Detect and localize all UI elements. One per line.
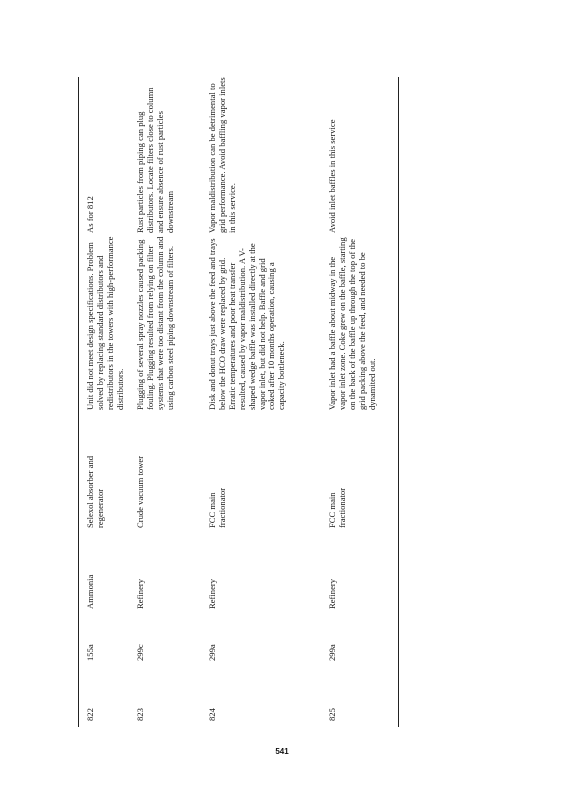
column-type: FCC main fractionator bbox=[207, 487, 227, 528]
table-top-rule bbox=[78, 77, 79, 727]
table-bottom-rule bbox=[398, 77, 399, 727]
lesson-learned: Avoid inlet baffles in this service bbox=[327, 119, 337, 233]
reference: 155a bbox=[85, 644, 95, 661]
case-number: 824 bbox=[207, 708, 217, 721]
page-number: 541 bbox=[275, 747, 289, 756]
case-number: 822 bbox=[85, 708, 95, 721]
reference: 299a bbox=[207, 644, 217, 661]
column-type: Crude vacuum tower bbox=[135, 455, 145, 528]
case-number: 825 bbox=[327, 708, 337, 721]
plant-type: Ammonia bbox=[85, 574, 95, 609]
reference: 299a bbox=[327, 644, 337, 661]
plant-type: Refinery bbox=[207, 578, 217, 609]
rotated-case-table bbox=[78, 77, 400, 727]
lesson-learned: Rust particles from piping can plug distributors. Locate filters close to column and ensure absence of rust particles downstream bbox=[135, 87, 175, 233]
column-type: Selexol absorber and regenerator bbox=[85, 455, 105, 528]
case-number: 823 bbox=[135, 708, 145, 721]
problem-description: Vapor inlet had a baffle about midway in the vapor inlet zone. Coke grew on the baffle, starting on the back of the baffle up through the top of the grid packing above the feed, and needed to be dynamited out. bbox=[327, 237, 377, 410]
column-type: FCC main fractionator bbox=[327, 487, 347, 528]
lesson-learned: Vapor maldistribution can be detrimental to grid performance. Avoid baffling vapor inlets in this service. bbox=[207, 77, 237, 233]
problem-description: Unit did not meet design specifications. Problem solved by replacing standard distributors and redistributors in the towers with high-performance distributors. bbox=[85, 236, 125, 410]
problem-description: Disk and donut trays just above the feed and trays below the HCO draw were replaced by grid. Erratic temperatures and poor heat transfer resulted, caused by vapor maldistribution. A V-shaped wedge baffle was installed directly at the vapor inlet, but did not help. Baffle and grid coked after 10 months operation, causing a capacity bottleneck. bbox=[207, 238, 287, 410]
problem-description: Plugging of several spray nozzles caused packing fouling. Plugging resulted from relying on filter systems that were too distant from the column and using carbon steel piping downstream of filters. bbox=[135, 236, 175, 410]
plant-type: Refinery bbox=[327, 578, 337, 609]
lesson-learned: As for 812 bbox=[85, 196, 95, 233]
plant-type: Refinery bbox=[135, 578, 145, 609]
reference: 299c bbox=[135, 644, 145, 661]
